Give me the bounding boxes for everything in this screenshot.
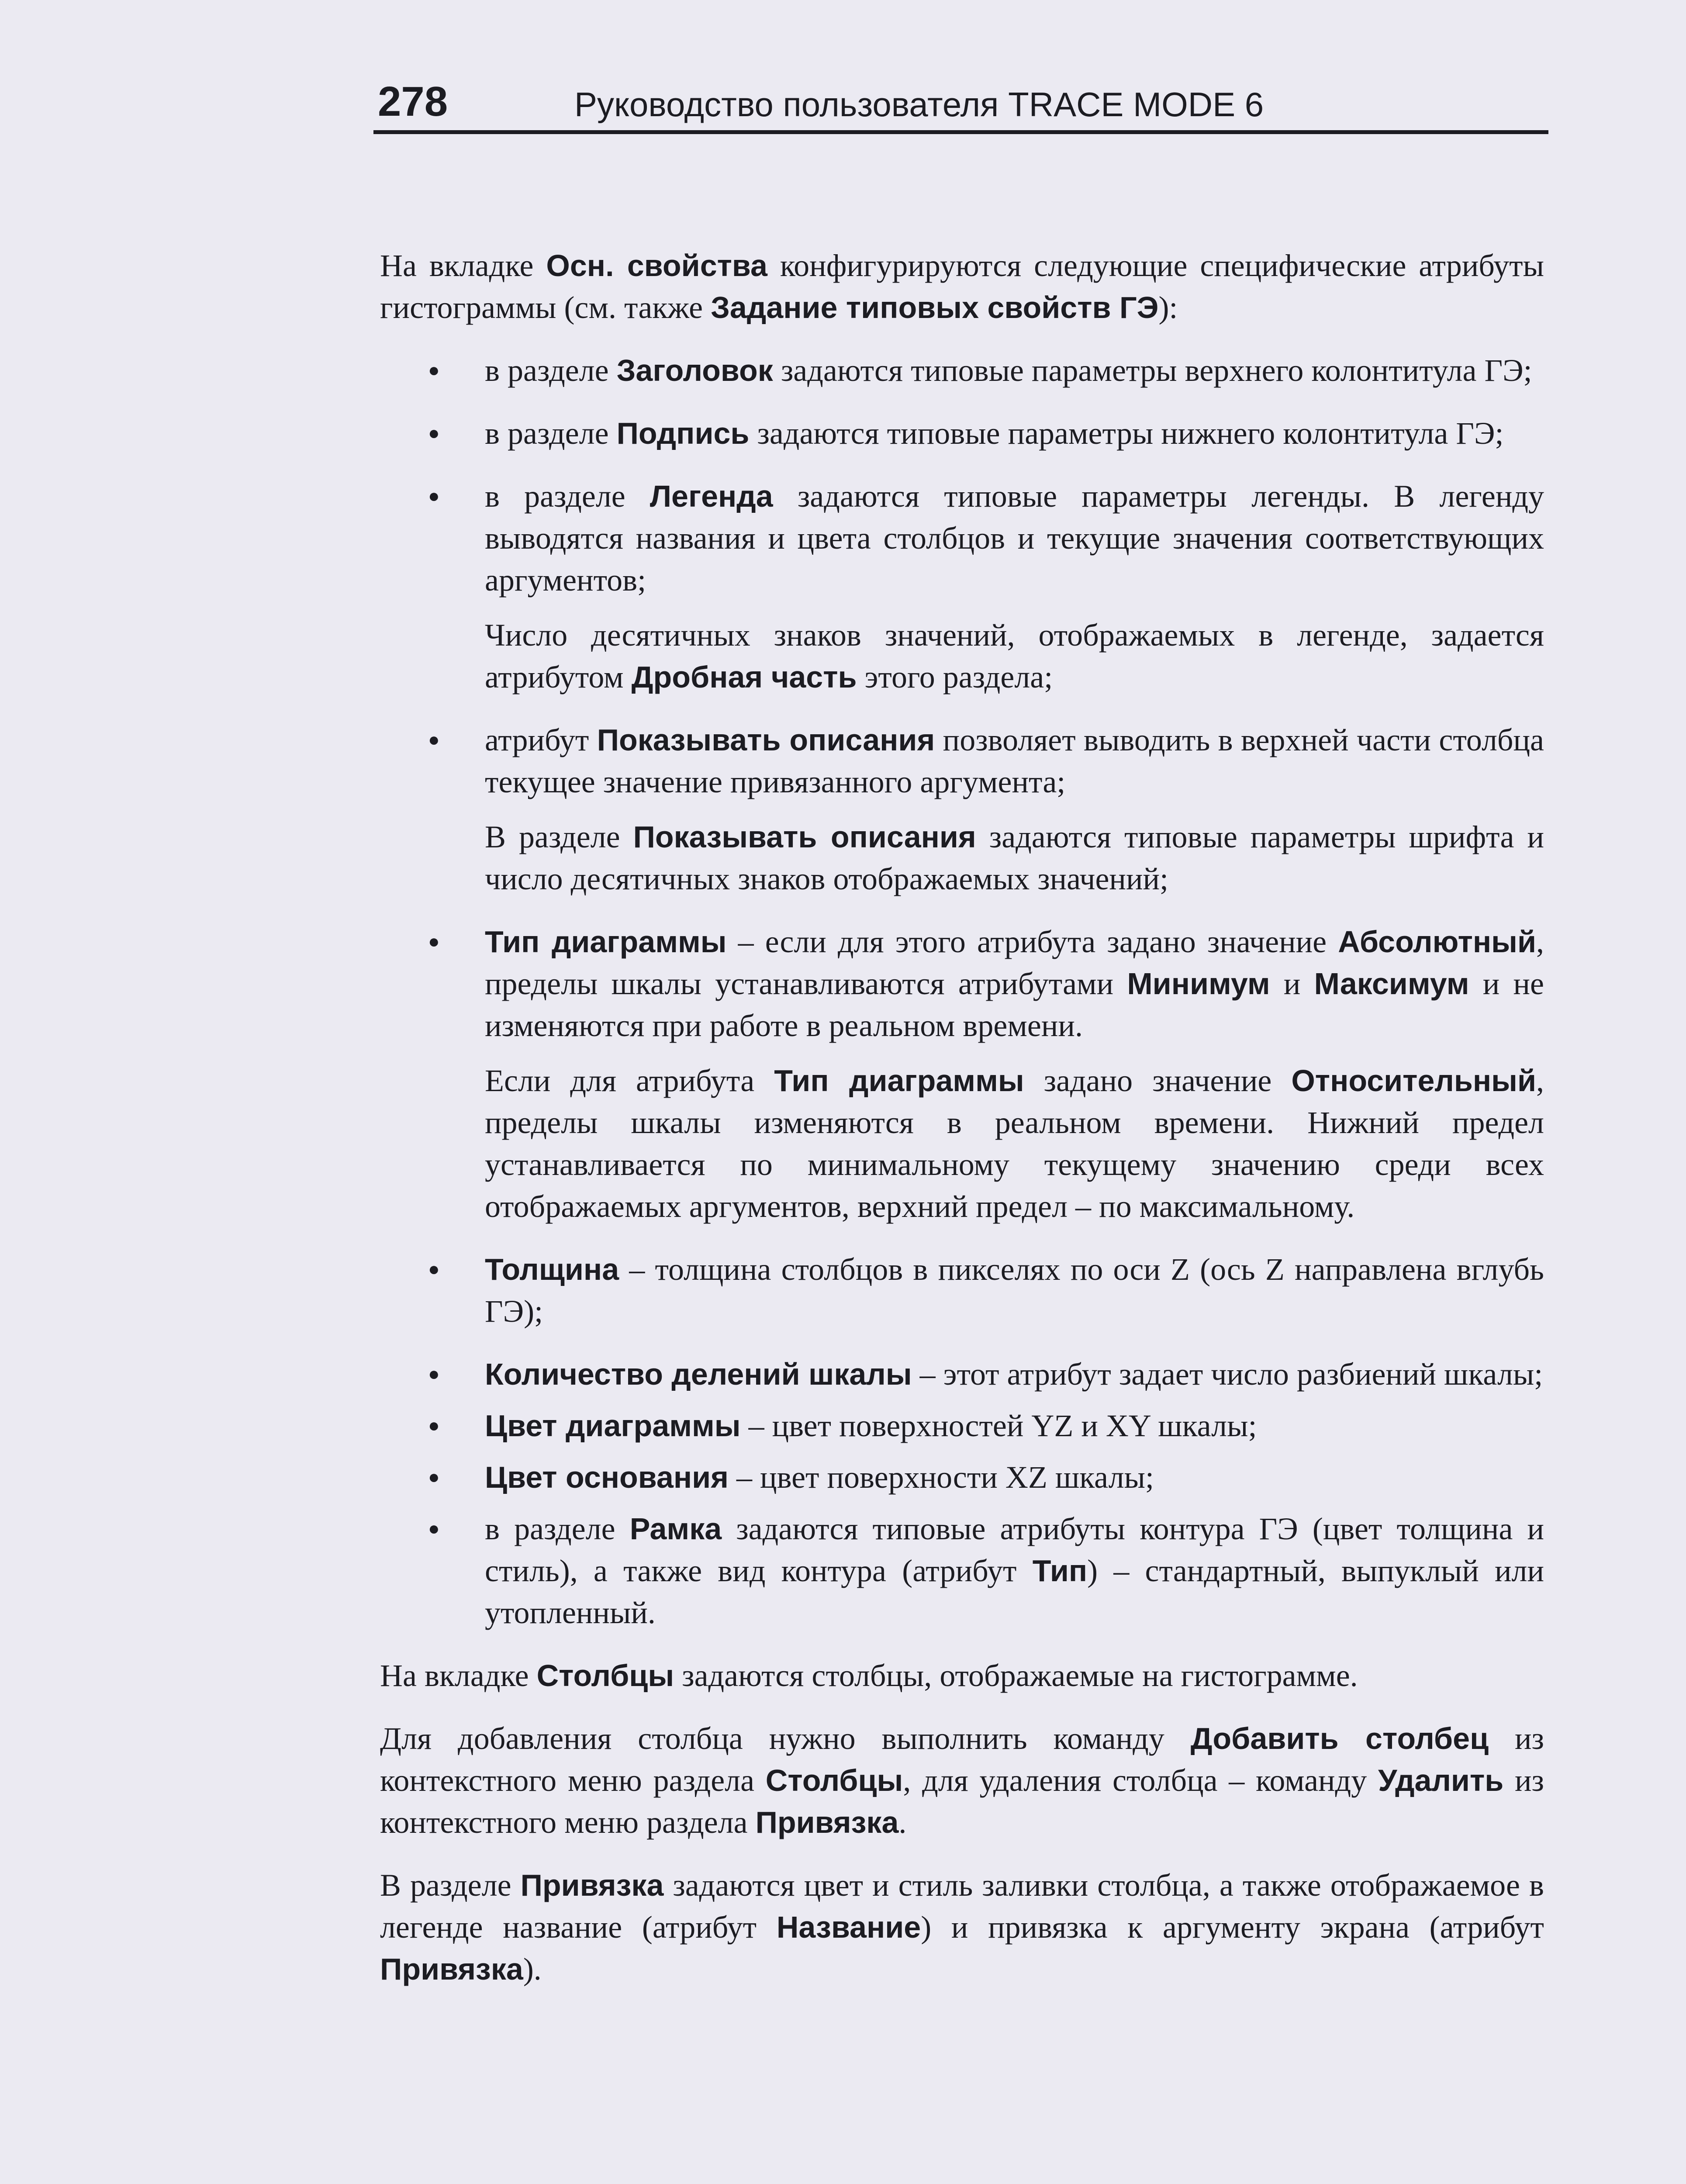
list-item-base-color [485, 1456, 1544, 1498]
list-item-legend [485, 475, 1544, 601]
list-item-diagram-color [485, 1405, 1544, 1447]
term-maximum: Максимум [1314, 967, 1469, 1001]
term-type: Тип [1032, 1554, 1088, 1588]
text-run: задаются типовые параметры верхнего колонтитула ГЭ; [773, 353, 1532, 388]
text-run: На вкладке [380, 1658, 537, 1693]
text-run: задаются цвет и стиль заливки столбца, а также отображаемое в легенде название (атрибут [380, 1868, 1544, 1945]
running-title: Руководство пользователя TRACE MODE 6 [574, 85, 1264, 124]
note-show-descriptions [485, 816, 1544, 900]
term-diagram-color: Цвет диаграммы [485, 1409, 741, 1443]
text-run: задаются типовые параметры шрифта и число десятичных знаков отображаемых значений; [485, 819, 1544, 896]
term-diagram-type: Тип диаграммы [774, 1064, 1024, 1098]
text-run: – цвет поверхностей YZ и XY шкалы; [740, 1408, 1257, 1443]
text-run: Если для атрибута [485, 1063, 774, 1098]
term-divisions: Количество делений шкалы [485, 1357, 912, 1391]
page-header [373, 73, 1548, 134]
term-binding: Привязка [520, 1868, 664, 1902]
term-header: Заголовок [616, 353, 773, 387]
attribute-list-1 [380, 349, 1544, 601]
text-run: в разделе [485, 353, 617, 388]
text-run: в разделе [485, 1511, 630, 1546]
note-decimals [485, 614, 1544, 698]
term-diagram-type: Тип диаграммы [485, 925, 727, 959]
term-delete: Удалить [1378, 1763, 1504, 1797]
text-run: в разделе [485, 479, 650, 514]
term-show-descriptions: Показывать описания [633, 820, 976, 854]
text-run: и не изменяются при работе в реальном времени. [485, 966, 1544, 1043]
text-run: из контекстного меню раздела [380, 1763, 1544, 1840]
text-run: задаются столбцы, отображаемые на гистограмме. [674, 1658, 1358, 1693]
list-item-diagram-type [485, 921, 1544, 1047]
text-run: , для удаления столбца – команду [903, 1763, 1378, 1798]
attribute-list-2 [380, 719, 1544, 803]
term-base-color: Цвет основания [485, 1460, 729, 1494]
term-absolute: Абсолютный [1338, 925, 1536, 959]
list-item-footer [485, 412, 1544, 454]
text-run: задано значение [1024, 1063, 1292, 1098]
intro-paragraph [380, 245, 1544, 328]
text-run: . [898, 1805, 907, 1840]
text-run: в разделе [485, 416, 617, 451]
term-columns: Столбцы [765, 1763, 903, 1797]
paragraph-binding [380, 1864, 1544, 1990]
text-run: задаются типовые параметры легенды. В легенду выводятся названия и цвета столбцов и текущие значения соответствующих аргументов; [485, 479, 1544, 598]
text-run: ): [1158, 290, 1178, 325]
text-run: ) – стандартный, выпуклый или утопленный. [485, 1553, 1544, 1630]
attribute-list-4 [380, 1248, 1544, 1634]
text-run: атрибут [485, 722, 597, 757]
term-thickness: Толщина [485, 1252, 619, 1286]
list-item-frame [485, 1508, 1544, 1634]
term-relative: Относительный [1291, 1064, 1536, 1098]
attribute-list-3 [380, 921, 1544, 1047]
page-number: 278 [378, 78, 448, 125]
text-run: этого раздела; [857, 660, 1053, 695]
note-relative [485, 1060, 1544, 1227]
paragraph-columns-tab [380, 1655, 1544, 1697]
list-item-divisions [485, 1353, 1544, 1395]
text-run: и [1270, 966, 1314, 1001]
text-run: конфигурируются следующие специфические атрибуты гистограммы (см. также [380, 248, 1544, 325]
text-run: задаются типовые параметры нижнего колонтитула ГЭ; [749, 416, 1504, 451]
term-binding: Привязка [755, 1805, 899, 1839]
term-typical-properties: Задание типовых свойств ГЭ [711, 290, 1159, 325]
term-show-descriptions: Показывать описания [597, 723, 935, 757]
text-run: Для добавления столбца нужно выполнить команду [380, 1721, 1191, 1756]
term-name: Название [776, 1910, 921, 1944]
text-run: Число десятичных знаков значений, отображаемых в легенде, задается атрибутом [485, 618, 1544, 695]
page-content [380, 245, 1544, 2011]
text-run: – цвет поверхности XZ шкалы; [728, 1460, 1154, 1495]
text-run: позволяет выводить в верхней части столбца текущее значение привязанного аргумента; [485, 722, 1544, 799]
text-run: ) и привязка к аргументу экрана (атрибут [921, 1910, 1544, 1945]
text-run: В разделе [485, 819, 633, 854]
text-run: из контекстного меню раздела [380, 1721, 1544, 1798]
term-columns: Столбцы [536, 1659, 674, 1693]
list-item-header [485, 349, 1544, 391]
text-run: – толщина столбцов в пикселях по оси Z (ось Z направлена вглубь ГЭ); [485, 1252, 1544, 1329]
term-binding: Привязка [380, 1952, 523, 1986]
text-run: В разделе [380, 1868, 521, 1903]
text-run: На вкладке [380, 248, 546, 283]
term-minimum: Минимум [1127, 967, 1270, 1001]
list-item-show-descriptions [485, 719, 1544, 803]
term-caption: Подпись [616, 416, 750, 450]
text-run: ). [523, 1952, 542, 1987]
term-fraction: Дробная часть [631, 660, 857, 694]
text-run: , пределы шкалы изменяются в реальном времени. Нижний предел устанавливается по минимальному текущему значению среди всех отображаемых аргументов, верхний предел – по максимальному. [485, 1063, 1544, 1224]
text-run: – если для этого атрибута задано значение [726, 924, 1338, 959]
list-item-thickness [485, 1248, 1544, 1332]
paragraph-add-column [380, 1717, 1544, 1843]
term-frame: Рамка [629, 1512, 722, 1546]
text-run: , пределы шкалы устанавливаются атрибутами [485, 924, 1544, 1001]
text-run: – этот атрибут задает число разбиений шкалы; [912, 1357, 1543, 1392]
term-legend: Легенда [650, 479, 773, 513]
term-add-column: Добавить столбец [1190, 1721, 1489, 1755]
term-main-properties: Осн. свойства [546, 249, 767, 283]
text-run: задаются типовые атрибуты контура ГЭ (цвет толщина и стиль), а также вид контура (атрибут [485, 1511, 1544, 1588]
